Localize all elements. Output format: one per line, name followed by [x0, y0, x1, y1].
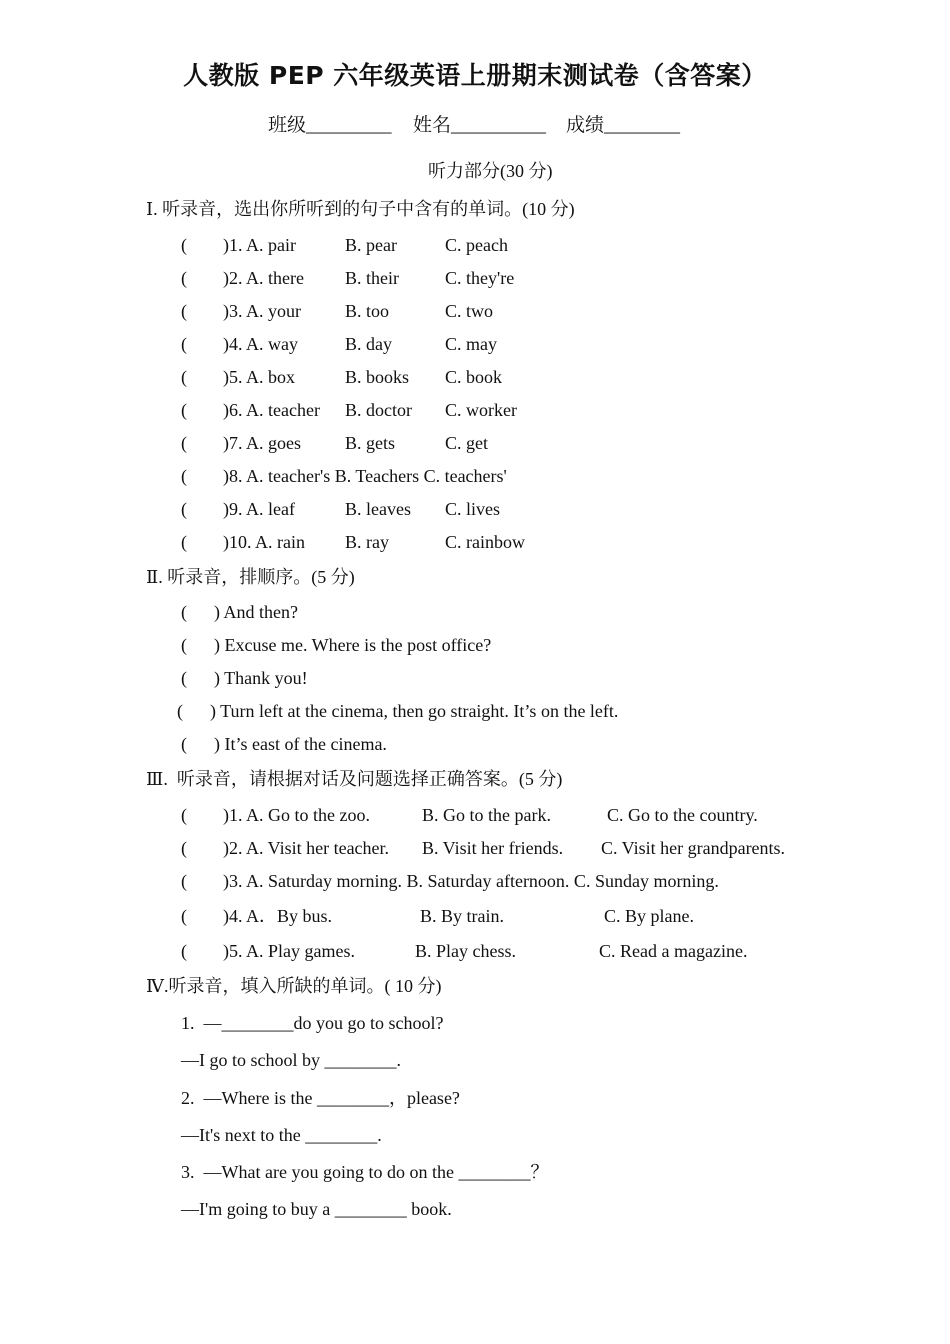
s1-item-10-c: C. rainbow — [445, 532, 525, 552]
s3-item-2-b: B. Visit her friends. — [422, 838, 564, 858]
s3-item-1-a: ( )1. A. Go to the zoo. — [181, 805, 370, 825]
s3-item-5-c: C. Read a magazine. — [599, 941, 748, 961]
s1-item-2-a: ( )2. A. there — [181, 268, 304, 288]
section-1-heading: Ⅰ. 听录音，选出你所听到的句子中含有的单词。(10 分) — [146, 199, 575, 219]
s1-item-7-a: ( )7. A. goes — [181, 433, 301, 453]
s1-item-9-a: ( )9. A. leaf — [181, 499, 295, 519]
listening-part-heading: 听力部分(30 分) — [428, 161, 553, 181]
s1-item-10-a: ( )10. A. rain — [181, 532, 305, 552]
s1-item-9-b: B. leaves — [345, 499, 411, 519]
s3-item-2-c: C. Visit her grandparents. — [601, 838, 786, 858]
score-field: 成绩________ — [566, 115, 681, 136]
section-4-heading: Ⅳ.听录音，填入所缺的单词。( 10 分) — [146, 976, 442, 996]
s1-item-6-c: C. worker — [445, 400, 517, 420]
s1-item-7-c: C. get — [445, 433, 488, 453]
s1-item-2-b: B. their — [345, 268, 399, 288]
name-field: 姓名__________ — [413, 115, 547, 136]
s3-item-1-b: B. Go to the park. — [422, 805, 551, 825]
s1-item-1-b: B. pear — [345, 235, 397, 255]
s1-item-3-c: C. two — [445, 301, 494, 321]
s1-item-3-a: ( )3. A. your — [181, 301, 301, 321]
s1-item-2-c: C. they're — [445, 268, 515, 288]
s1-item-3-b: B. too — [345, 301, 390, 321]
s3-item-2-a: ( )2. A. Visit her teacher. — [181, 838, 390, 858]
page-title: 人教版 PEP 六年级英语上册期末测试卷（含答案） — [183, 61, 767, 90]
s2-item-3: ( ) Thank you! — [181, 668, 308, 688]
s1-item-5-b: B. books — [345, 367, 410, 387]
s4-line-4: —It's next to the ________. — [181, 1125, 382, 1145]
s3-item-4-b: B. By train. — [420, 906, 504, 926]
s1-item-10-b: B. ray — [345, 532, 389, 552]
s3-item-5-b: B. Play chess. — [415, 941, 516, 961]
s3-item-3: ( )3. A. Saturday morning. B. Saturday afternoon. C. Sunday morning. — [181, 871, 719, 891]
s1-item-4-c: C. may — [445, 334, 497, 354]
s1-item-1-a: ( )1. A. pair — [181, 235, 296, 255]
s4-line-6: —I'm going to buy a ________ book. — [181, 1199, 452, 1219]
class-field: 班级_________ — [268, 115, 392, 136]
s2-item-5: ( ) It’s east of the cinema. — [181, 734, 387, 754]
s1-item-8: ( )8. A. teacher's B. Teachers C. teachers' — [181, 466, 507, 486]
s3-item-5-a: ( )5. A. Play games. — [181, 941, 355, 961]
s3-item-4-c: C. By plane. — [604, 906, 694, 926]
s1-item-6-a: ( )6. A. teacher — [181, 400, 320, 420]
s3-item-1-c: C. Go to the country. — [607, 805, 758, 825]
s1-item-5-c: C. book — [445, 367, 503, 387]
section-3-heading: Ⅲ. 听录音，请根据对话及问题选择正确答案。(5 分) — [146, 769, 563, 789]
s1-item-9-c: C. lives — [445, 499, 501, 519]
s1-item-4-b: B. day — [345, 334, 392, 354]
s4-line-3: 2. —Where is the ________，please? — [181, 1088, 460, 1108]
s4-line-1: 1. —________do you go to school? — [181, 1013, 444, 1033]
s1-item-4-a: ( )4. A. way — [181, 334, 298, 354]
s4-line-2: —I go to school by ________. — [181, 1050, 401, 1070]
s2-item-4: ( ) Turn left at the cinema, then go straight. It’s on the left. — [177, 701, 619, 721]
s4-line-5: 3. —What are you going to do on the ________？ — [181, 1162, 549, 1182]
s3-item-4-a: ( )4. A．By bus. — [181, 906, 333, 926]
s1-item-6-b: B. doctor — [345, 400, 412, 420]
s2-item-2: ( ) Excuse me. Where is the post office? — [181, 635, 492, 655]
s1-item-7-b: B. gets — [345, 433, 396, 453]
s1-item-5-a: ( )5. A. box — [181, 367, 295, 387]
s1-item-1-c: C. peach — [445, 235, 508, 255]
section-2-heading: Ⅱ. 听录音，排顺序。(5 分) — [146, 567, 355, 587]
s2-item-1: ( ) And then? — [181, 602, 298, 622]
